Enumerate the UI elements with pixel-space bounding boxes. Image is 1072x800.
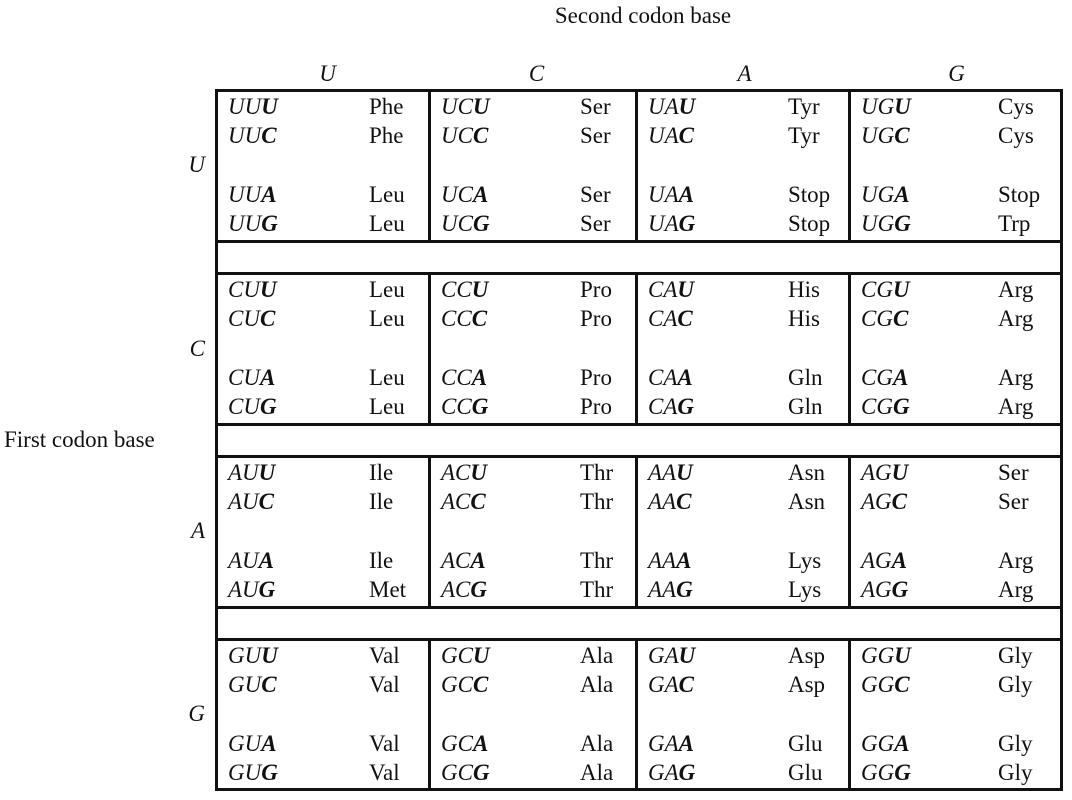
codon-prefix: AA	[648, 489, 677, 514]
amino-acid-label: Thr	[580, 577, 614, 602]
amino-acid-label: Arg	[998, 548, 1034, 573]
codon-prefix: GG	[861, 643, 895, 668]
codon-label	[648, 732, 694, 755]
codon-prefix: CA	[648, 394, 678, 419]
codon-third-base: C	[472, 123, 489, 148]
codon-cell	[635, 92, 848, 240]
amino-acid-label: Thr	[580, 460, 614, 485]
codon-prefix: AG	[861, 460, 892, 485]
amino-acid-label: Cys	[998, 94, 1034, 119]
codon-prefix: GC	[441, 672, 473, 697]
codon-label	[648, 95, 695, 118]
codon-prefix: UU	[228, 182, 262, 207]
codon-third-base: G	[894, 211, 911, 236]
codon-third-base: U	[470, 460, 488, 485]
amino-acid-label: Pro	[580, 277, 612, 302]
codon-third-base: C	[894, 123, 910, 148]
first-base-header-c: C	[189, 336, 205, 361]
codon-third-base: C	[678, 123, 695, 148]
codon-label	[861, 278, 910, 301]
codon-prefix: UC	[441, 182, 473, 207]
amino-acid-label: Leu	[369, 182, 405, 207]
codon-prefix: UG	[861, 123, 895, 148]
first-base-block-g	[218, 641, 1060, 789]
codon-third-base: G	[470, 577, 488, 602]
codon-third-base: G	[261, 211, 278, 236]
codon-prefix: CU	[228, 365, 260, 390]
amino-acid-label: Asp	[788, 672, 826, 697]
codon-prefix: AG	[861, 489, 892, 514]
codon-prefix: GA	[648, 731, 679, 756]
first-codon-base-title: First codon base	[4, 427, 155, 452]
codon-label	[861, 732, 910, 755]
codon-third-base: C	[891, 489, 908, 514]
codon-label	[441, 278, 488, 301]
amino-acid-label: Leu	[369, 211, 405, 236]
codon-label	[861, 549, 907, 572]
codon-third-base: G	[472, 211, 490, 236]
codon-prefix: AC	[441, 489, 471, 514]
codon-label	[228, 461, 275, 484]
codon-third-base: A	[261, 182, 277, 207]
amino-acid-label: Asp	[788, 643, 826, 668]
first-base-header-g: G	[188, 701, 205, 726]
codon-label	[228, 212, 278, 235]
codon-label	[441, 761, 490, 784]
codon-label	[648, 578, 693, 601]
codon-label	[648, 490, 691, 513]
codon-label	[861, 307, 908, 330]
first-base-header-u: U	[188, 152, 205, 177]
codon-cell	[218, 275, 428, 423]
codon-prefix: GC	[441, 731, 473, 756]
amino-acid-label: Cys	[998, 123, 1034, 148]
codon-label	[648, 183, 694, 206]
codon-third-base: A	[892, 365, 909, 390]
codon-cell	[428, 458, 635, 606]
codon-prefix: AC	[441, 548, 471, 573]
amino-acid-label: Leu	[369, 306, 405, 331]
codon-label	[648, 644, 695, 667]
codon-label	[441, 95, 490, 118]
codon-third-base: C	[259, 306, 276, 331]
codon-prefix: AA	[648, 548, 677, 573]
amino-acid-label: Val	[369, 672, 400, 697]
codon-prefix: GA	[648, 643, 679, 668]
codon-prefix: CC	[441, 277, 472, 302]
row-separator	[218, 240, 1060, 275]
codon-prefix: GG	[861, 731, 895, 756]
amino-acid-label: Thr	[580, 548, 614, 573]
codon-label	[861, 578, 908, 601]
codon-third-base: U	[891, 460, 909, 485]
amino-acid-label: Pro	[580, 306, 612, 331]
codon-third-base: U	[894, 94, 911, 119]
codon-prefix: CG	[861, 306, 893, 331]
amino-acid-label: Trp	[998, 211, 1031, 236]
codon-prefix: UU	[228, 94, 262, 119]
codon-third-base: U	[259, 277, 277, 302]
amino-acid-label: Ile	[369, 548, 394, 573]
first-base-block-u	[218, 92, 1060, 240]
codon-label	[441, 578, 487, 601]
amino-acid-label: Glu	[788, 760, 823, 785]
codon-cell	[428, 92, 635, 240]
amino-acid-label: Gln	[788, 365, 823, 390]
amino-acid-label: Gly	[998, 731, 1033, 756]
codon-third-base: A	[894, 731, 910, 756]
amino-acid-label: Phe	[369, 123, 404, 148]
codon-third-base: A	[677, 365, 693, 390]
codon-cell	[218, 458, 428, 606]
codon-prefix: CC	[441, 365, 472, 390]
codon-third-base: U	[894, 643, 911, 668]
codon-third-base: U	[676, 460, 693, 485]
codon-prefix: UG	[861, 211, 895, 236]
codon-third-base: U	[258, 460, 276, 485]
amino-acid-label: Arg	[998, 577, 1034, 602]
row-separator	[218, 606, 1060, 641]
second-base-header-g: G	[948, 61, 965, 86]
codon-label	[441, 490, 486, 513]
codon-label	[228, 490, 274, 513]
second-base-header-c: C	[528, 61, 545, 86]
amino-acid-label: Stop	[788, 182, 831, 207]
codon-label	[228, 366, 275, 389]
codon-label	[228, 549, 274, 572]
codon-third-base: G	[891, 577, 909, 602]
amino-acid-label: Gly	[998, 760, 1033, 785]
amino-acid-label: Val	[369, 731, 400, 756]
codon-third-base: A	[259, 365, 276, 390]
amino-acid-label: Ala	[580, 731, 614, 756]
codon-third-base: U	[472, 94, 490, 119]
codon-prefix: AU	[228, 460, 259, 485]
amino-acid-label: Tyr	[788, 94, 820, 119]
codon-cell	[218, 92, 428, 240]
codon-third-base: U	[678, 643, 696, 668]
codon-label	[441, 366, 487, 389]
codon-label	[861, 183, 910, 206]
codon-prefix: UC	[441, 123, 473, 148]
codon-cell	[428, 641, 635, 789]
codon-label	[861, 395, 910, 418]
codon-label	[648, 307, 693, 330]
codon-third-base: C	[678, 672, 695, 697]
codon-label	[228, 278, 277, 301]
first-base-header-a: A	[190, 518, 205, 543]
codon-label	[441, 644, 490, 667]
codon-label	[228, 761, 278, 784]
amino-acid-label: Ala	[580, 760, 614, 785]
first-base-block-a	[218, 458, 1060, 606]
codon-label	[861, 673, 910, 696]
codon-prefix: GA	[648, 672, 679, 697]
codon-prefix: UG	[861, 182, 895, 207]
codon-prefix: UC	[441, 211, 473, 236]
amino-acid-label: Ser	[580, 94, 611, 119]
codon-prefix: CA	[648, 277, 678, 302]
amino-acid-label: Ser	[580, 211, 611, 236]
amino-acid-label: Arg	[998, 306, 1034, 331]
codon-third-base: C	[677, 306, 693, 331]
codon-prefix: GG	[861, 672, 895, 697]
amino-acid-label: His	[788, 306, 820, 331]
codon-prefix: GU	[228, 643, 262, 668]
amino-acid-label: Ile	[369, 460, 394, 485]
amino-acid-label: Ala	[580, 672, 614, 697]
codon-prefix: UG	[861, 94, 895, 119]
codon-label	[441, 395, 488, 418]
codon-label	[441, 124, 488, 147]
codon-label	[861, 366, 908, 389]
codon-label	[441, 307, 487, 330]
amino-acid-label: Tyr	[788, 123, 820, 148]
codon-label	[861, 95, 911, 118]
codon-label	[228, 95, 278, 118]
codon-prefix: UC	[441, 94, 473, 119]
codon-label	[228, 578, 275, 601]
codon-prefix: CG	[861, 365, 893, 390]
codon-third-base: G	[471, 394, 489, 419]
codon-third-base: A	[678, 182, 695, 207]
codon-label	[861, 761, 911, 784]
amino-acid-label: Val	[369, 643, 400, 668]
codon-label	[228, 673, 277, 696]
codon-label	[228, 124, 277, 147]
codon-third-base: A	[676, 548, 692, 573]
codon-third-base: G	[259, 394, 277, 419]
amino-acid-label: Arg	[998, 394, 1034, 419]
second-base-header-u: U	[319, 61, 336, 86]
codon-prefix: GU	[228, 672, 262, 697]
codon-third-base: A	[261, 731, 277, 756]
codon-prefix: AC	[441, 577, 471, 602]
amino-acid-label: Gly	[998, 672, 1033, 697]
codon-prefix: CC	[441, 394, 472, 419]
codon-prefix: CC	[441, 306, 472, 331]
codon-prefix: CU	[228, 277, 260, 302]
codon-third-base: U	[471, 277, 489, 302]
codon-third-base: U	[892, 277, 910, 302]
codon-third-base: C	[472, 672, 489, 697]
amino-acid-label: Ser	[998, 460, 1029, 485]
amino-acid-label: Arg	[998, 365, 1034, 390]
codon-label	[648, 673, 694, 696]
second-codon-base-title: Second codon base	[554, 3, 732, 28]
codon-prefix: AU	[228, 489, 259, 514]
amino-acid-label: Pro	[580, 394, 612, 419]
codon-third-base: G	[676, 577, 693, 602]
codon-cell	[428, 275, 635, 423]
codon-prefix: CU	[228, 394, 260, 419]
codon-prefix: AU	[228, 548, 259, 573]
amino-acid-label: Ala	[580, 643, 614, 668]
codon-third-base: C	[470, 489, 486, 514]
codon-third-base: A	[258, 548, 275, 573]
codon-prefix: GG	[861, 760, 895, 785]
codon-third-base: G	[472, 760, 490, 785]
codon-prefix: CU	[228, 306, 260, 331]
codon-third-base: A	[894, 182, 910, 207]
first-base-block-c	[218, 275, 1060, 423]
amino-acid-label: Ile	[369, 489, 394, 514]
codon-third-base: C	[471, 306, 488, 331]
codon-prefix: AG	[861, 577, 892, 602]
codon-prefix: UU	[228, 123, 262, 148]
amino-acid-label: Leu	[369, 394, 405, 419]
codon-label	[228, 644, 278, 667]
codon-cell	[635, 641, 848, 789]
codon-prefix: UA	[648, 94, 679, 119]
codon-label	[441, 461, 487, 484]
codon-third-base: C	[676, 489, 692, 514]
codon-third-base: A	[472, 182, 489, 207]
codon-prefix: GC	[441, 760, 473, 785]
amino-acid-label: Pro	[580, 365, 612, 390]
codon-label	[861, 644, 911, 667]
codon-prefix: AA	[648, 460, 677, 485]
amino-acid-label: Leu	[369, 365, 405, 390]
codon-prefix: GU	[228, 760, 262, 785]
amino-acid-label: Glu	[788, 731, 823, 756]
codon-cell	[635, 275, 848, 423]
amino-acid-label: Leu	[369, 277, 405, 302]
codon-prefix: CA	[648, 306, 678, 331]
codon-cell	[848, 458, 1060, 606]
amino-acid-label: His	[788, 277, 820, 302]
codon-label	[648, 549, 691, 572]
codon-third-base: C	[258, 489, 275, 514]
amino-acid-label: Stop	[998, 182, 1041, 207]
amino-acid-label: Stop	[788, 211, 831, 236]
codon-third-base: G	[677, 394, 695, 419]
amino-acid-label: Met	[369, 577, 407, 602]
codon-label	[861, 124, 910, 147]
codon-label	[861, 490, 907, 513]
amino-acid-label: Asn	[788, 489, 826, 514]
codon-label	[228, 307, 275, 330]
codon-cell	[635, 458, 848, 606]
codon-third-base: G	[258, 577, 276, 602]
codon-third-base: C	[261, 672, 277, 697]
amino-acid-label: Gly	[998, 643, 1033, 668]
codon-prefix: UU	[228, 211, 262, 236]
codon-prefix: UA	[648, 123, 679, 148]
codon-third-base: U	[261, 94, 278, 119]
codon-label	[648, 366, 693, 389]
codon-third-base: A	[678, 731, 695, 756]
amino-acid-label: Arg	[998, 277, 1034, 302]
codon-label	[441, 549, 486, 572]
codon-label	[861, 461, 908, 484]
codon-prefix: AA	[648, 577, 677, 602]
amino-acid-label: Lys	[788, 548, 822, 573]
codon-prefix: UA	[648, 182, 679, 207]
codon-prefix: GC	[441, 643, 473, 668]
codon-label	[648, 761, 695, 784]
codon-label	[441, 732, 488, 755]
amino-acid-label: Ser	[580, 182, 611, 207]
codon-label	[648, 395, 694, 418]
codon-prefix: CG	[861, 277, 893, 302]
codon-third-base: A	[891, 548, 908, 573]
codon-third-base: G	[261, 760, 278, 785]
codon-label	[648, 212, 695, 235]
amino-acid-label: Gln	[788, 394, 823, 419]
codon-label	[228, 395, 277, 418]
row-separator	[218, 423, 1060, 458]
codon-third-base: G	[678, 760, 696, 785]
codon-third-base: G	[894, 760, 911, 785]
codon-third-base: C	[892, 306, 909, 331]
codon-third-base: U	[472, 643, 490, 668]
codon-third-base: U	[677, 277, 695, 302]
codon-prefix: UA	[648, 211, 679, 236]
codon-prefix: GU	[228, 731, 262, 756]
codon-label	[648, 278, 694, 301]
codon-cell	[218, 641, 428, 789]
amino-acid-label: Lys	[788, 577, 822, 602]
codon-cell	[848, 92, 1060, 240]
codon-third-base: U	[261, 643, 278, 668]
codon-prefix: CA	[648, 365, 678, 390]
codon-third-base: G	[892, 394, 910, 419]
codon-table	[215, 89, 1063, 791]
codon-label	[441, 673, 488, 696]
codon-label	[441, 183, 488, 206]
codon-prefix: CG	[861, 394, 893, 419]
amino-acid-label: Thr	[580, 489, 614, 514]
codon-cell	[848, 275, 1060, 423]
amino-acid-label: Phe	[369, 94, 404, 119]
codon-prefix: GA	[648, 760, 679, 785]
amino-acid-label: Val	[369, 760, 400, 785]
amino-acid-label: Asn	[788, 460, 826, 485]
codon-prefix: AU	[228, 577, 259, 602]
codon-label	[648, 461, 693, 484]
codon-third-base: G	[678, 211, 696, 236]
codon-third-base: A	[471, 365, 488, 390]
codon-third-base: C	[894, 672, 910, 697]
codon-third-base: U	[678, 94, 696, 119]
codon-prefix: AG	[861, 548, 892, 573]
codon-third-base: A	[472, 731, 489, 756]
codon-label	[648, 124, 694, 147]
amino-acid-label: Ser	[580, 123, 611, 148]
codon-label	[228, 732, 277, 755]
codon-third-base: A	[470, 548, 486, 573]
codon-label	[861, 212, 911, 235]
codon-prefix: AC	[441, 460, 471, 485]
amino-acid-label: Ser	[998, 489, 1029, 514]
codon-cell	[848, 641, 1060, 789]
second-base-header-a: A	[737, 61, 752, 86]
codon-label	[441, 212, 490, 235]
codon-label	[228, 183, 277, 206]
codon-third-base: C	[261, 123, 277, 148]
